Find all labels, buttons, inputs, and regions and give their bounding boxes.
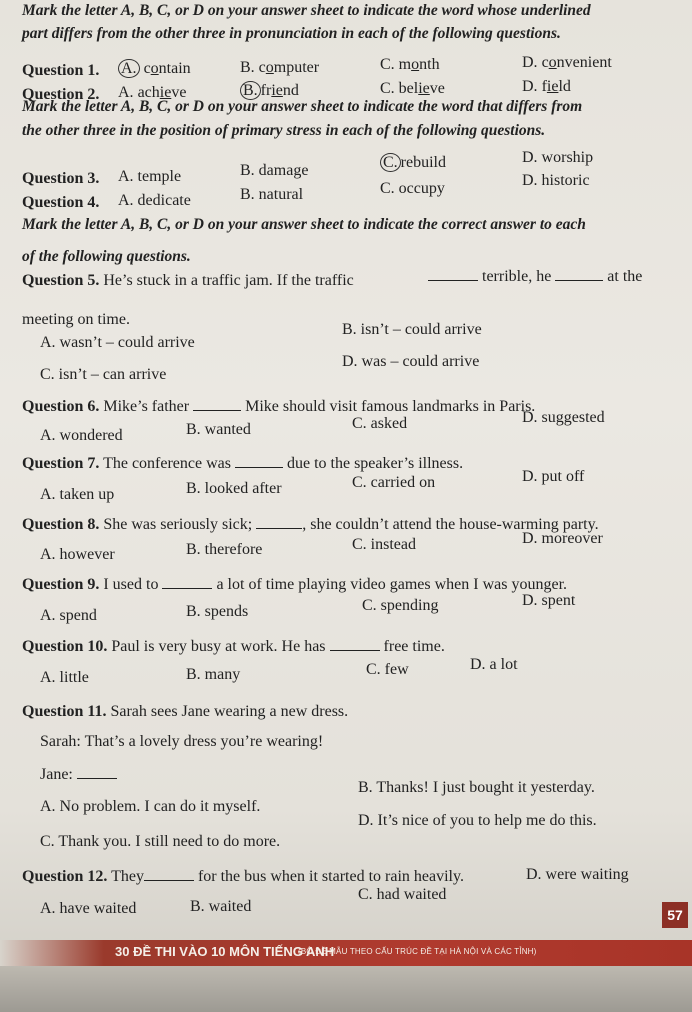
- q11-stem: Question 11. Sarah sees Jane wearing a new dress.: [22, 703, 349, 720]
- pronunciation-instruction-line2: part differs from the other three in pronunciation in each of the following questions.: [22, 25, 561, 42]
- q12-stem: Question 12. They for the bus when it started to rain heavily.: [22, 868, 464, 885]
- q4-option-b: B. natural: [240, 186, 304, 203]
- footer-subtitle: (BỘ ĐỀ MẪU THEO CẤU TRÚC ĐỀ TẠI HÀ NỘI VÀ CÁC TỈNH): [298, 947, 537, 956]
- q8-stem: Question 8. She was seriously sick; , she couldn’t attend the house-warming party.: [22, 516, 599, 533]
- q1-option-b: B. computer: [240, 59, 320, 76]
- pronunciation-instruction-line1: Mark the letter A, B, C, or D on your answer sheet to indicate the word whose underlined: [22, 2, 591, 19]
- answer-circle-mark: A.: [118, 59, 140, 78]
- q10-option-b: B. many: [186, 666, 241, 683]
- q8-blank: [256, 516, 302, 529]
- q9-stem: Question 9. I used to a lot of time playing video games when I was younger.: [22, 576, 568, 593]
- answer-instruction-line1: Mark the letter A, B, C, or D on your answer sheet to indicate the correct answer to each: [22, 216, 586, 233]
- q9-option-a: A. spend: [40, 607, 97, 624]
- q7-option-d: D. put off: [522, 468, 585, 485]
- q8-option-c: C. instead: [352, 536, 416, 553]
- q8-option-b: B. therefore: [186, 541, 263, 558]
- q5-option-c: C. isn’t – can arrive: [40, 366, 167, 383]
- q6-option-b: B. wanted: [186, 421, 251, 438]
- answer-circle-mark: C.: [380, 153, 401, 172]
- answer-circle-mark: B.: [240, 81, 261, 100]
- q3-option-d: D. worship: [522, 149, 594, 166]
- q6-blank: [193, 398, 241, 411]
- q5-option-a: A. wasn’t – could arrive: [40, 334, 195, 351]
- q8-option-d: D. moreover: [522, 530, 603, 547]
- q9-option-c: C. spending: [362, 597, 439, 614]
- q12-option-c: C. had waited: [358, 886, 447, 903]
- q5-stem-line2: meeting on time.: [22, 311, 130, 328]
- q4-label: Question 4.: [22, 194, 100, 211]
- q8-option-a: A. however: [40, 546, 115, 563]
- q10-option-a: A. little: [40, 669, 89, 686]
- stress-instruction-line2: the other three in the position of primary stress in each of the following questions.: [22, 122, 546, 139]
- q3-option-a: A. temple: [118, 168, 182, 185]
- q5-stem-line1: Question 5. He’s stuck in a traffic jam. If the traffic: [22, 272, 354, 289]
- q6-option-d: D. suggested: [522, 409, 605, 426]
- q1-option-a: A. contain: [118, 60, 191, 78]
- q12-option-a: A. have waited: [40, 900, 137, 917]
- q5-blank-2: [555, 268, 603, 281]
- stress-instruction-line1: Mark the letter A, B, C, or D on your answer sheet to indicate the word that differs from: [22, 98, 583, 115]
- q6-option-c: C. asked: [352, 415, 408, 432]
- q2-option-b: B. friend: [240, 82, 299, 100]
- q10-option-d: D. a lot: [470, 656, 518, 673]
- q2-option-c: C. believe: [380, 80, 445, 97]
- q11-option-c: C. Thank you. I still need to do more.: [40, 833, 281, 850]
- q3-label: Question 3.: [22, 170, 100, 187]
- q4-option-d: D. historic: [522, 172, 590, 189]
- q5-option-b: B. isn’t – could arrive: [342, 321, 482, 338]
- footer-title: 30 ĐỀ THI VÀO 10 MÔN TIẾNG ANH: [115, 944, 335, 959]
- q9-option-b: B. spends: [186, 603, 249, 620]
- q12-option-d: D. were waiting: [526, 866, 629, 883]
- q10-stem: Question 10. Paul is very busy at work. He has free time.: [22, 638, 445, 655]
- q7-option-a: A. taken up: [40, 486, 115, 503]
- q11-blank: [77, 766, 117, 779]
- q3-option-c: C. rebuild: [380, 154, 446, 172]
- q12-blank: [144, 868, 194, 881]
- page-number-badge: 57: [662, 902, 688, 928]
- q11-option-a: A. No problem. I can do it myself.: [40, 798, 261, 815]
- q1-option-d: D. convenient: [522, 54, 612, 71]
- q5-stem-line1-cont: terrible, he at the: [428, 268, 642, 286]
- q1-option-c: C. month: [380, 56, 440, 73]
- q1-label: Question 1.: [22, 62, 100, 79]
- q9-blank: [162, 576, 212, 589]
- q10-option-c: C. few: [366, 661, 409, 678]
- q12-option-b: B. waited: [190, 898, 252, 915]
- q11-jane-line: Jane:: [40, 766, 117, 784]
- answer-instruction-line2: of the following questions.: [22, 248, 191, 265]
- q4-option-c: C. occupy: [380, 180, 445, 197]
- q2-option-a: A. achieve: [118, 84, 187, 101]
- q2-option-d: D. field: [522, 78, 571, 95]
- q2-label: Question 2.: [22, 86, 100, 103]
- q7-option-c: C. carried on: [352, 474, 436, 491]
- q4-option-a: A. dedicate: [118, 192, 191, 209]
- q7-option-b: B. looked after: [186, 480, 282, 497]
- q11-option-b: B. Thanks! I just bought it yesterday.: [358, 779, 595, 796]
- desk-background: [0, 966, 692, 1012]
- q5-blank-1: [428, 268, 478, 281]
- footer-banner: [0, 940, 692, 966]
- q7-blank: [235, 455, 283, 468]
- q7-stem: Question 7. The conference was due to the speaker’s illness.: [22, 455, 464, 472]
- q11-option-d: D. It’s nice of you to help me do this.: [358, 812, 597, 829]
- q6-stem: Question 6. Mike’s father Mike should visit famous landmarks in Paris.: [22, 398, 536, 415]
- q9-option-d: D. spent: [522, 592, 576, 609]
- q6-option-a: A. wondered: [40, 427, 123, 444]
- q5-option-d: D. was – could arrive: [342, 353, 480, 370]
- q11-sarah-line: Sarah: That’s a lovely dress you’re wearing!: [40, 733, 324, 750]
- q3-option-b: B. damage: [240, 162, 309, 179]
- q10-blank: [330, 638, 380, 651]
